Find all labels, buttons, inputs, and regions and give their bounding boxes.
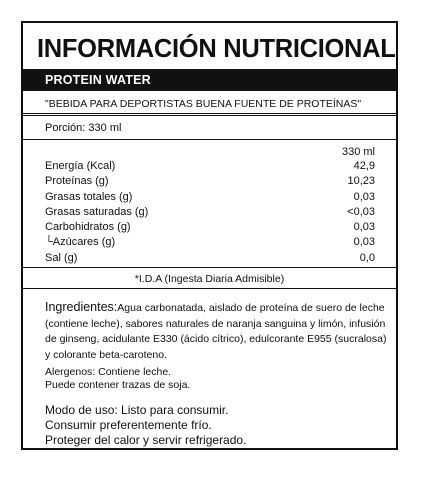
nutrient-name: Grasas totales (g) <box>45 190 133 203</box>
nutrient-name: Sal (g) <box>45 251 78 264</box>
nutrient-name: Energía (Kcal) <box>45 160 116 172</box>
usage-text: Proteger del calor y servir refrigerado. <box>45 433 247 447</box>
divider <box>23 267 396 268</box>
usage-text: Consumir preferentemente frío. <box>45 418 212 432</box>
nutrient-name: └Azúcares (g) <box>45 236 116 249</box>
ingredients-heading: Ingredientes: <box>45 300 118 314</box>
nutrient-name: Proteínas (g) <box>45 175 109 188</box>
nutrition-label <box>21 21 398 450</box>
divider <box>23 288 396 289</box>
allergens-text: Alergenos: Contiene leche. <box>45 366 172 378</box>
nutrient-row <box>45 235 375 250</box>
ida-footnote: *I.D.A (Ingesta Diaria Admisible) <box>134 273 285 285</box>
usage-block <box>45 403 246 448</box>
portion-size: Porción: 330 ml <box>45 122 122 134</box>
allergens-block <box>45 366 190 391</box>
nutrient-row <box>45 174 375 189</box>
nutrient-value: 0,0 <box>359 251 375 264</box>
ingredients-block <box>45 300 387 363</box>
divider <box>23 115 396 116</box>
nutrient-value: <0,03 <box>347 205 375 218</box>
allergens-text: Puede contener trazas de soja. <box>45 378 191 391</box>
nutrient-value: 42,9 <box>353 160 375 172</box>
label-title: INFORMACIÓN NUTRICIONAL <box>37 35 396 63</box>
nutrient-name: Grasas saturadas (g) <box>45 205 149 218</box>
nutrient-value: 0,03 <box>353 190 375 203</box>
nutrient-row <box>45 205 375 220</box>
product-name-band: PROTEIN WATER <box>23 69 396 91</box>
column-header: 330 ml <box>341 146 375 158</box>
nutrient-row <box>45 159 375 174</box>
divider <box>23 113 396 114</box>
nutrient-row <box>45 190 375 205</box>
ingredients-text: de ginseng, acidulante E330 (ácido cítrico), edulcorante E955 (sucralosa) <box>45 333 387 346</box>
ingredients-text: Agua carbonatada, aislado de proteína de suero de leche <box>117 302 385 314</box>
divider <box>23 139 396 140</box>
ingredients-text: y colorante beta-caroteno. <box>45 348 167 361</box>
nutrient-row <box>45 251 375 266</box>
nutrient-value: 0,03 <box>353 236 375 249</box>
usage-text: Modo de uso: Listo para consumir. <box>45 403 229 417</box>
nutrient-row <box>45 220 375 235</box>
product-claim: "BEBIDA PARA DEPORTISTAS BUENA FUENTE DE PROTEÍNAS" <box>45 98 362 110</box>
nutrient-table <box>45 159 375 266</box>
nutrient-value: 10,23 <box>347 175 375 188</box>
ingredients-text: (contiene leche), sabores naturales de naranja sanguina y limón, infusión <box>45 317 386 330</box>
nutrient-name: Carbohidratos (g) <box>45 221 131 234</box>
nutrient-value: 0,03 <box>353 221 375 234</box>
